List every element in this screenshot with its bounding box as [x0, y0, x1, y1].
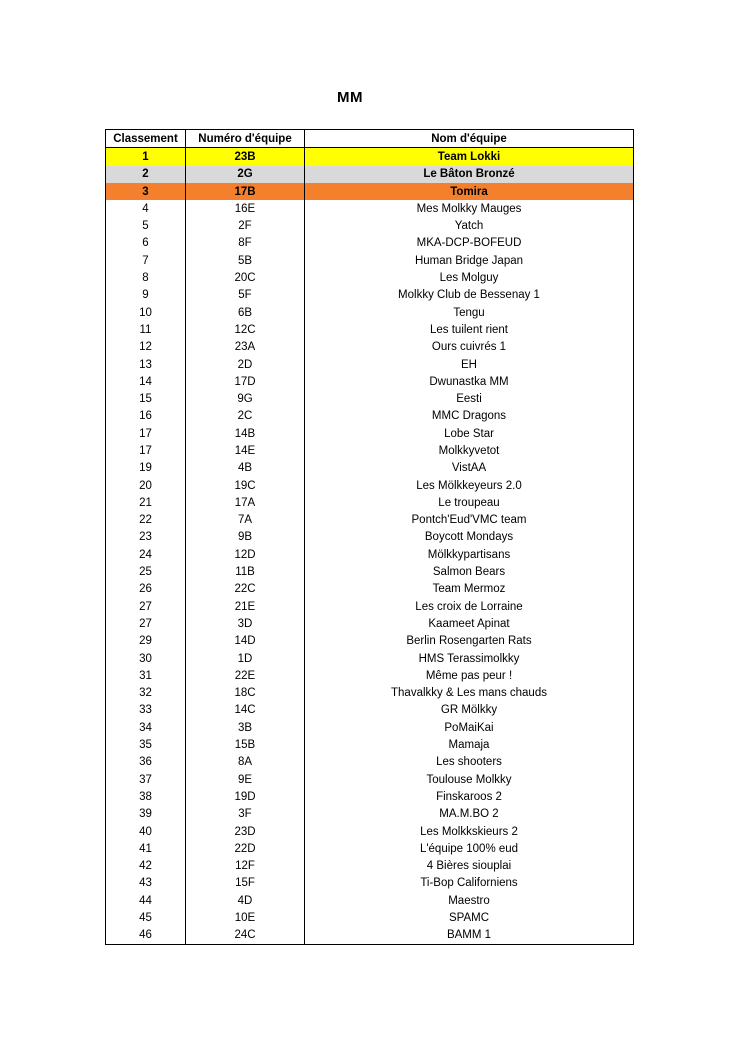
rank-cell: 30 — [106, 650, 186, 667]
team-name-cell: Lobe Star — [305, 425, 634, 442]
header-team-number: Numéro d'équipe — [186, 130, 305, 148]
team-number-cell: 2G — [186, 166, 305, 183]
table-row — [106, 633, 634, 650]
team-name-cell: Salmon Bears — [305, 563, 634, 580]
team-name-cell: MMC Dragons — [305, 408, 634, 425]
team-number-cell: 12F — [186, 857, 305, 874]
table-row — [106, 581, 634, 598]
rank-cell: 31 — [106, 667, 186, 684]
team-number-cell: 15B — [186, 736, 305, 753]
rank-cell: 11 — [106, 321, 186, 338]
team-number-cell: 14C — [186, 702, 305, 719]
team-name-cell: EH — [305, 356, 634, 373]
rank-cell: 19 — [106, 460, 186, 477]
rank-cell: 36 — [106, 754, 186, 771]
table-row — [106, 373, 634, 390]
rank-cell: 43 — [106, 875, 186, 892]
rank-cell: 32 — [106, 685, 186, 702]
rank-cell: 34 — [106, 719, 186, 736]
ranking-body — [106, 148, 634, 945]
team-name-cell: Boycott Mondays — [305, 529, 634, 546]
team-number-cell: 8A — [186, 754, 305, 771]
rank-cell: 40 — [106, 823, 186, 840]
table-row — [106, 736, 634, 753]
team-number-cell: 2F — [186, 217, 305, 234]
rank-cell: 44 — [106, 892, 186, 909]
table-row — [106, 529, 634, 546]
page-title: MM — [337, 89, 363, 106]
team-name-cell: VistAA — [305, 460, 634, 477]
rank-cell: 37 — [106, 771, 186, 788]
team-name-cell: Finskaroos 2 — [305, 788, 634, 805]
table-row — [106, 356, 634, 373]
rank-cell: 9 — [106, 287, 186, 304]
team-name-cell: Thavalkky & Les mans chauds — [305, 685, 634, 702]
rank-cell: 13 — [106, 356, 186, 373]
table-row — [106, 927, 634, 945]
team-name-cell: Mölkkypartisans — [305, 546, 634, 563]
table-row — [106, 183, 634, 200]
table-row — [106, 771, 634, 788]
rank-cell: 46 — [106, 927, 186, 945]
rank-cell: 12 — [106, 339, 186, 356]
team-number-cell: 15F — [186, 875, 305, 892]
team-name-cell: Mamaja — [305, 736, 634, 753]
team-number-cell: 3D — [186, 615, 305, 632]
team-number-cell: 22D — [186, 840, 305, 857]
team-number-cell: 4B — [186, 460, 305, 477]
team-number-cell: 17B — [186, 183, 305, 200]
team-number-cell: 19C — [186, 477, 305, 494]
table-row — [106, 477, 634, 494]
team-name-cell: SPAMC — [305, 909, 634, 926]
team-number-cell: 23D — [186, 823, 305, 840]
rank-cell: 17 — [106, 425, 186, 442]
rank-cell: 45 — [106, 909, 186, 926]
header-rank: Classement — [106, 130, 186, 148]
rank-cell: 26 — [106, 581, 186, 598]
table-row — [106, 667, 634, 684]
table-row — [106, 339, 634, 356]
team-name-cell: Toulouse Molkky — [305, 771, 634, 788]
rank-cell: 23 — [106, 529, 186, 546]
rank-cell: 2 — [106, 166, 186, 183]
rank-cell: 5 — [106, 217, 186, 234]
team-name-cell: GR Mölkky — [305, 702, 634, 719]
rank-cell: 35 — [106, 736, 186, 753]
team-number-cell: 3F — [186, 806, 305, 823]
team-name-cell: MKA-DCP-BOFEUD — [305, 235, 634, 252]
table-row — [106, 719, 634, 736]
team-number-cell: 11B — [186, 563, 305, 580]
team-name-cell: L'équipe 100% eud — [305, 840, 634, 857]
team-name-cell: MA.M.BO 2 — [305, 806, 634, 823]
rank-cell: 20 — [106, 477, 186, 494]
team-name-cell: Molkky Club de Bessenay 1 — [305, 287, 634, 304]
table-row — [106, 166, 634, 183]
team-number-cell: 17D — [186, 373, 305, 390]
rank-cell: 14 — [106, 373, 186, 390]
rank-cell: 4 — [106, 200, 186, 217]
table-header-row — [106, 130, 634, 148]
team-number-cell: 9G — [186, 390, 305, 407]
team-name-cell: Molkkyvetot — [305, 442, 634, 459]
table-row — [106, 235, 634, 252]
team-name-cell: Le troupeau — [305, 494, 634, 511]
table-row — [106, 425, 634, 442]
rank-cell: 16 — [106, 408, 186, 425]
team-number-cell: 9E — [186, 771, 305, 788]
team-number-cell: 21E — [186, 598, 305, 615]
rank-cell: 42 — [106, 857, 186, 874]
table-row — [106, 408, 634, 425]
rank-cell: 33 — [106, 702, 186, 719]
table-row — [106, 494, 634, 511]
team-number-cell: 8F — [186, 235, 305, 252]
team-name-cell: Ours cuivrés 1 — [305, 339, 634, 356]
table-row — [106, 287, 634, 304]
rank-cell: 22 — [106, 512, 186, 529]
rank-cell: 29 — [106, 633, 186, 650]
team-name-cell: Kaameet Apinat — [305, 615, 634, 632]
rank-cell: 39 — [106, 806, 186, 823]
rank-cell: 17 — [106, 442, 186, 459]
table-row — [106, 788, 634, 805]
header-team-name: Nom d'équipe — [305, 130, 634, 148]
team-name-cell: Yatch — [305, 217, 634, 234]
team-name-cell: PoMaiKai — [305, 719, 634, 736]
team-number-cell: 6B — [186, 304, 305, 321]
team-number-cell: 2C — [186, 408, 305, 425]
table-row — [106, 252, 634, 269]
rank-cell: 27 — [106, 598, 186, 615]
team-number-cell: 14D — [186, 633, 305, 650]
team-number-cell: 5B — [186, 252, 305, 269]
table-row — [106, 200, 634, 217]
table-row — [106, 823, 634, 840]
team-name-cell: Tomira — [305, 183, 634, 200]
table-row — [106, 702, 634, 719]
table-row — [106, 390, 634, 407]
team-number-cell: 22C — [186, 581, 305, 598]
team-name-cell: Les croix de Lorraine — [305, 598, 634, 615]
team-number-cell: 9B — [186, 529, 305, 546]
team-number-cell: 1D — [186, 650, 305, 667]
team-name-cell: Eesti — [305, 390, 634, 407]
table-row — [106, 546, 634, 563]
table-row — [106, 892, 634, 909]
table-row — [106, 650, 634, 667]
team-name-cell: Maestro — [305, 892, 634, 909]
team-number-cell: 7A — [186, 512, 305, 529]
team-number-cell: 22E — [186, 667, 305, 684]
table-row — [106, 615, 634, 632]
team-name-cell: Les Molkkskieurs 2 — [305, 823, 634, 840]
team-name-cell: Dwunastka MM — [305, 373, 634, 390]
table-row — [106, 806, 634, 823]
team-name-cell: Mes Molkky Mauges — [305, 200, 634, 217]
table-row — [106, 304, 634, 321]
table-row — [106, 269, 634, 286]
table-row — [106, 754, 634, 771]
team-name-cell: Team Mermoz — [305, 581, 634, 598]
team-number-cell: 14E — [186, 442, 305, 459]
rank-cell: 24 — [106, 546, 186, 563]
table-row — [106, 909, 634, 926]
team-name-cell: Pontch'Eud'VMC team — [305, 512, 634, 529]
table-row — [106, 840, 634, 857]
team-name-cell: Les Mölkkeyeurs 2.0 — [305, 477, 634, 494]
table-row — [106, 598, 634, 615]
team-number-cell: 19D — [186, 788, 305, 805]
team-name-cell: Les Molguy — [305, 269, 634, 286]
team-name-cell: Tengu — [305, 304, 634, 321]
team-name-cell: HMS Terassimolkky — [305, 650, 634, 667]
table-row — [106, 217, 634, 234]
team-number-cell: 10E — [186, 909, 305, 926]
team-number-cell: 14B — [186, 425, 305, 442]
team-number-cell: 24C — [186, 927, 305, 945]
team-name-cell: BAMM 1 — [305, 927, 634, 945]
rank-cell: 10 — [106, 304, 186, 321]
rank-cell: 7 — [106, 252, 186, 269]
team-number-cell: 20C — [186, 269, 305, 286]
team-number-cell: 23B — [186, 148, 305, 166]
team-name-cell: Berlin Rosengarten Rats — [305, 633, 634, 650]
rank-cell: 38 — [106, 788, 186, 805]
team-number-cell: 3B — [186, 719, 305, 736]
table-row — [106, 442, 634, 459]
team-name-cell: Human Bridge Japan — [305, 252, 634, 269]
rank-cell: 27 — [106, 615, 186, 632]
team-name-cell: 4 Bières siouplai — [305, 857, 634, 874]
rank-cell: 3 — [106, 183, 186, 200]
table-row — [106, 685, 634, 702]
rank-cell: 25 — [106, 563, 186, 580]
team-name-cell: Le Bâton Bronzé — [305, 166, 634, 183]
table-row — [106, 857, 634, 874]
rank-cell: 15 — [106, 390, 186, 407]
table-row — [106, 321, 634, 338]
team-number-cell: 18C — [186, 685, 305, 702]
team-name-cell: Team Lokki — [305, 148, 634, 166]
team-name-cell: Les shooters — [305, 754, 634, 771]
team-number-cell: 23A — [186, 339, 305, 356]
table-row — [106, 512, 634, 529]
team-name-cell: Ti-Bop Californiens — [305, 875, 634, 892]
team-number-cell: 17A — [186, 494, 305, 511]
table-row — [106, 148, 634, 166]
team-name-cell: Même pas peur ! — [305, 667, 634, 684]
ranking-table — [105, 129, 634, 945]
table-row — [106, 875, 634, 892]
rank-cell: 6 — [106, 235, 186, 252]
table-row — [106, 460, 634, 477]
team-number-cell: 5F — [186, 287, 305, 304]
table-row — [106, 563, 634, 580]
team-number-cell: 12D — [186, 546, 305, 563]
team-number-cell: 12C — [186, 321, 305, 338]
rank-cell: 41 — [106, 840, 186, 857]
rank-cell: 8 — [106, 269, 186, 286]
team-number-cell: 4D — [186, 892, 305, 909]
team-number-cell: 16E — [186, 200, 305, 217]
team-name-cell: Les tuilent rient — [305, 321, 634, 338]
rank-cell: 1 — [106, 148, 186, 166]
team-number-cell: 2D — [186, 356, 305, 373]
rank-cell: 21 — [106, 494, 186, 511]
